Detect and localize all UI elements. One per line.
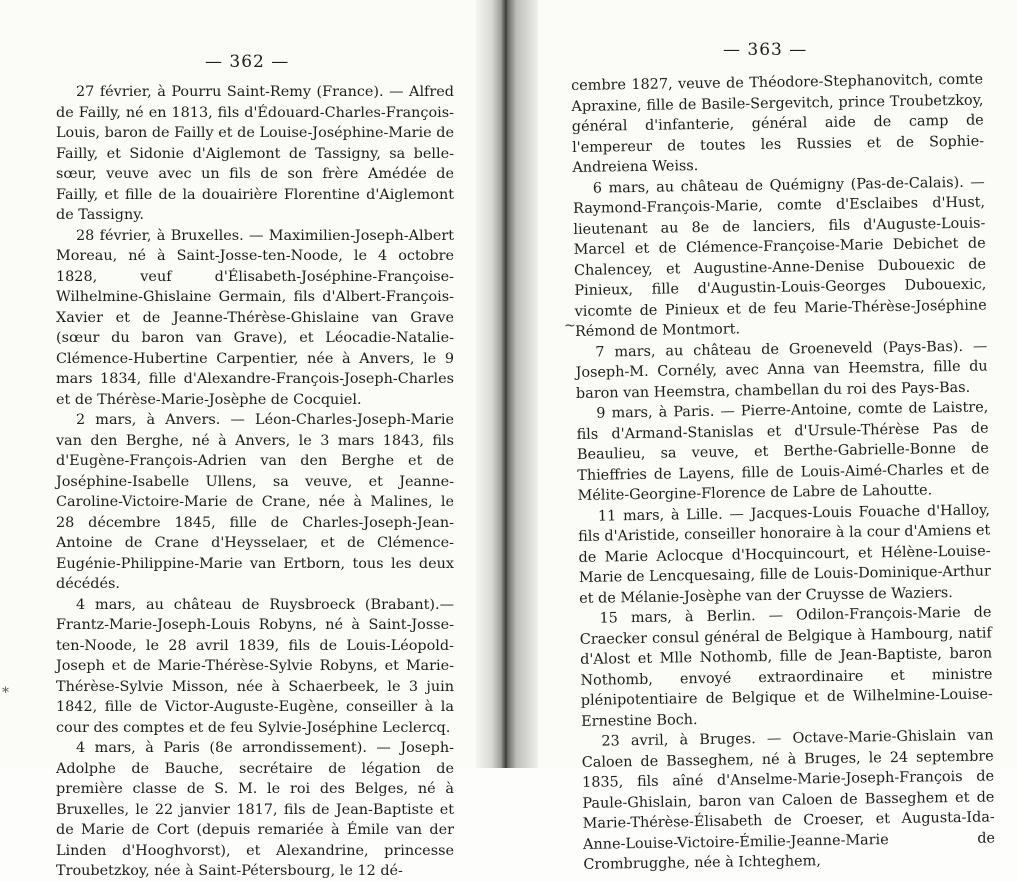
left-page: [0, 0, 476, 879]
margin-mark-left: *: [2, 685, 9, 701]
entry-paragraph: 9 mars, à Paris. — Pierre-Antoine, comte de Laistre, fils d'Armand-Stanislas et d'Ursule-Thérèse Pas de Beaulieu, sa veuve, et Berthe-Gabrielle-Bonne de Thieffries de Layens, fille de Louis-Aimé-Charles et de Mélite-Georgine-Florence de Labre de Lahoutte.: [576, 399, 990, 504]
right-page: [538, 0, 1017, 873]
entry-paragraph: 4 mars, au château de Ruysbroeck (Brabant).—Frantz-Marie-Joseph-Louis Robyns, né à Saint-Josse-ten-Noode, le 28 avril 1839, fils de Louis-Léopold-Joseph et de Marie-Thérèse-Sylvie Robyns, et Marie-Thérèse-Sylvie Misson, née à Schaerbeek, le 3 juin 1842, fille de Victor-Auguste-Eugène, conseiller à la cour des comptes et de feu Sylvie-Joséphine Leclercq.: [56, 596, 454, 736]
margin-mark-right: ~: [564, 318, 576, 334]
entry-paragraph: 23 avril, à Bruges. — Octave-Marie-Ghislain van Caloen de Basseghem, né à Bruges, le 24 septembre 1835, fils aîné d'Anselme-Marie-Joseph-François de Paule-Ghislain, baron van Caloen de Basseghem et de Marie-Thérèse-Élisabeth de Croeser, et Augusta-Ida-Anne-Louise-Victoire-Émilie-Jeanne-Marie de Crombrugghe, née à Ichteghem,: [581, 727, 996, 873]
right-page-body: [571, 70, 996, 876]
entry-paragraph: 11 mars, à Lille. — Jacques-Louis Fouache d'Halloy, fils d'Aristide, conseiller honoraire à la cour d'Amiens et de Marie Aclocque d'Hocquincourt, et Hélène-Louise-Marie de Lencquesaing, fille de Louis-Dominique-Arthur et de Mélanie-Josèphe van der Cruysse de Waziers.: [578, 501, 991, 607]
entry-paragraph: 15 mars, à Berlin. — Odilon-François-Marie de Craecker consul général de Belgique à Hambourg, natif d'Alost et Mlle Nothomb, fille de Jean-Baptiste, baron Nothomb, envoyé extraordinaire et ministre plénipotentiaire de Belgique et de Wilhelmine-Louise-Ernestine Boch.: [579, 604, 993, 730]
entry-paragraph: 2 mars, à Anvers. — Léon-Charles-Joseph-Marie van den Berghe, né à Anvers, le 3 mars 1843, fils d'Eugène-François-Adrien van den Berghe et de Joséphine-Isabelle Ullens, sa veuve, et Jeanne-Caroline-Victoire-Marie de Crane, née à Malines, le 28 décembre 1845, fille de Charles-Joseph-Jean-Antoine de Crane d'Heysselaer, et de Clémence-Eugénie-Philippine-Marie van Ertborn, tous les deux décédés.: [56, 412, 454, 592]
entry-paragraph: 6 mars, au château de Quémigny (Pas-de-Calais). — Raymond-François-Marie, comte d'Esclaibes d'Hust, lieutenant au 8e de lanciers, fils d'Auguste-Louis-Marcel et de Clémence-Françoise-Marie Debichet de Chalencey, et Augustine-Anne-Denise Dubouexic de Pinieux, fille d'Augustin-Louis-Georges Dubouexic, vicomte de Pinieux et de feu Marie-Thérèse-Joséphine Rémond de Montmort.: [572, 174, 987, 340]
page-number-right: — 363 —: [723, 40, 808, 60]
entry-paragraph: 4 mars, à Paris (8e arrondissement). — Joseph-Adolphe de Bauche, secrétaire de légation de première classe de S. M. le roi des Belges, né à Bruxelles, le 22 janvier 1817, fils de Jean-Baptiste et de Marie de Cort (depuis remariée à Émile van der Linden d'Hooghvorst), et Alexandrine, princesse Troubetzkoy, née à Saint-Pétersbourg, le 12 dé-: [56, 740, 454, 879]
page-number-left: — 362 —: [205, 52, 290, 72]
entry-paragraph: 7 mars, au château de Groeneveld (Pays-Bas). — Joseph-M. Cornély, avec Anna van Heemstra, fille du baron van Heemstra, chambellan du roi des Pays-Bas.: [575, 337, 988, 402]
book-gutter: [476, 0, 538, 768]
entry-paragraph: 27 février, à Pourru Saint-Remy (France). — Alfred de Failly, né en 1813, fils d'Édouard-Charles-François-Louis, baron de Failly et de Louise-Joséphine-Marie de Failly, et Sidonie d'Aiglemont de Tassigny, sa belle-sœur, veuve avec un fils de son frère Amédée de Failly, et fille de la douairière Florentine d'Aiglemont de Tassigny.: [56, 84, 454, 223]
entry-paragraph: cembre 1827, veuve de Théodore-Stephanovitch, comte Apraxine, fille de Basile-Sergevitch, prince Troubetzkoy, général d'infanterie, général aide de camp de l'empereur de toutes les Russies et de Sophie-Andreiena Weiss.: [571, 71, 985, 176]
entry-paragraph: 28 février, à Bruxelles. — Maximilien-Joseph-Albert Moreau, né à Saint-Josse-ten-Noode, le 4 octobre 1828, veuf d'Élisabeth-Joséphine-Françoise-Wilhelmine-Ghislaine Germain, fils d'Albert-François-Xavier et de Jeanne-Thérèse-Ghislaine van Grave (sœur du baron van Grave), et Léocadie-Natalie-Clémence-Hubertine Carpentier, née à Anvers, le 9 mars 1834, fille d'Alexandre-François-Joseph-Charles et de Thérèse-Marie-Josèphe de Cocquiel.: [56, 227, 454, 408]
left-page-body: [56, 82, 454, 882]
